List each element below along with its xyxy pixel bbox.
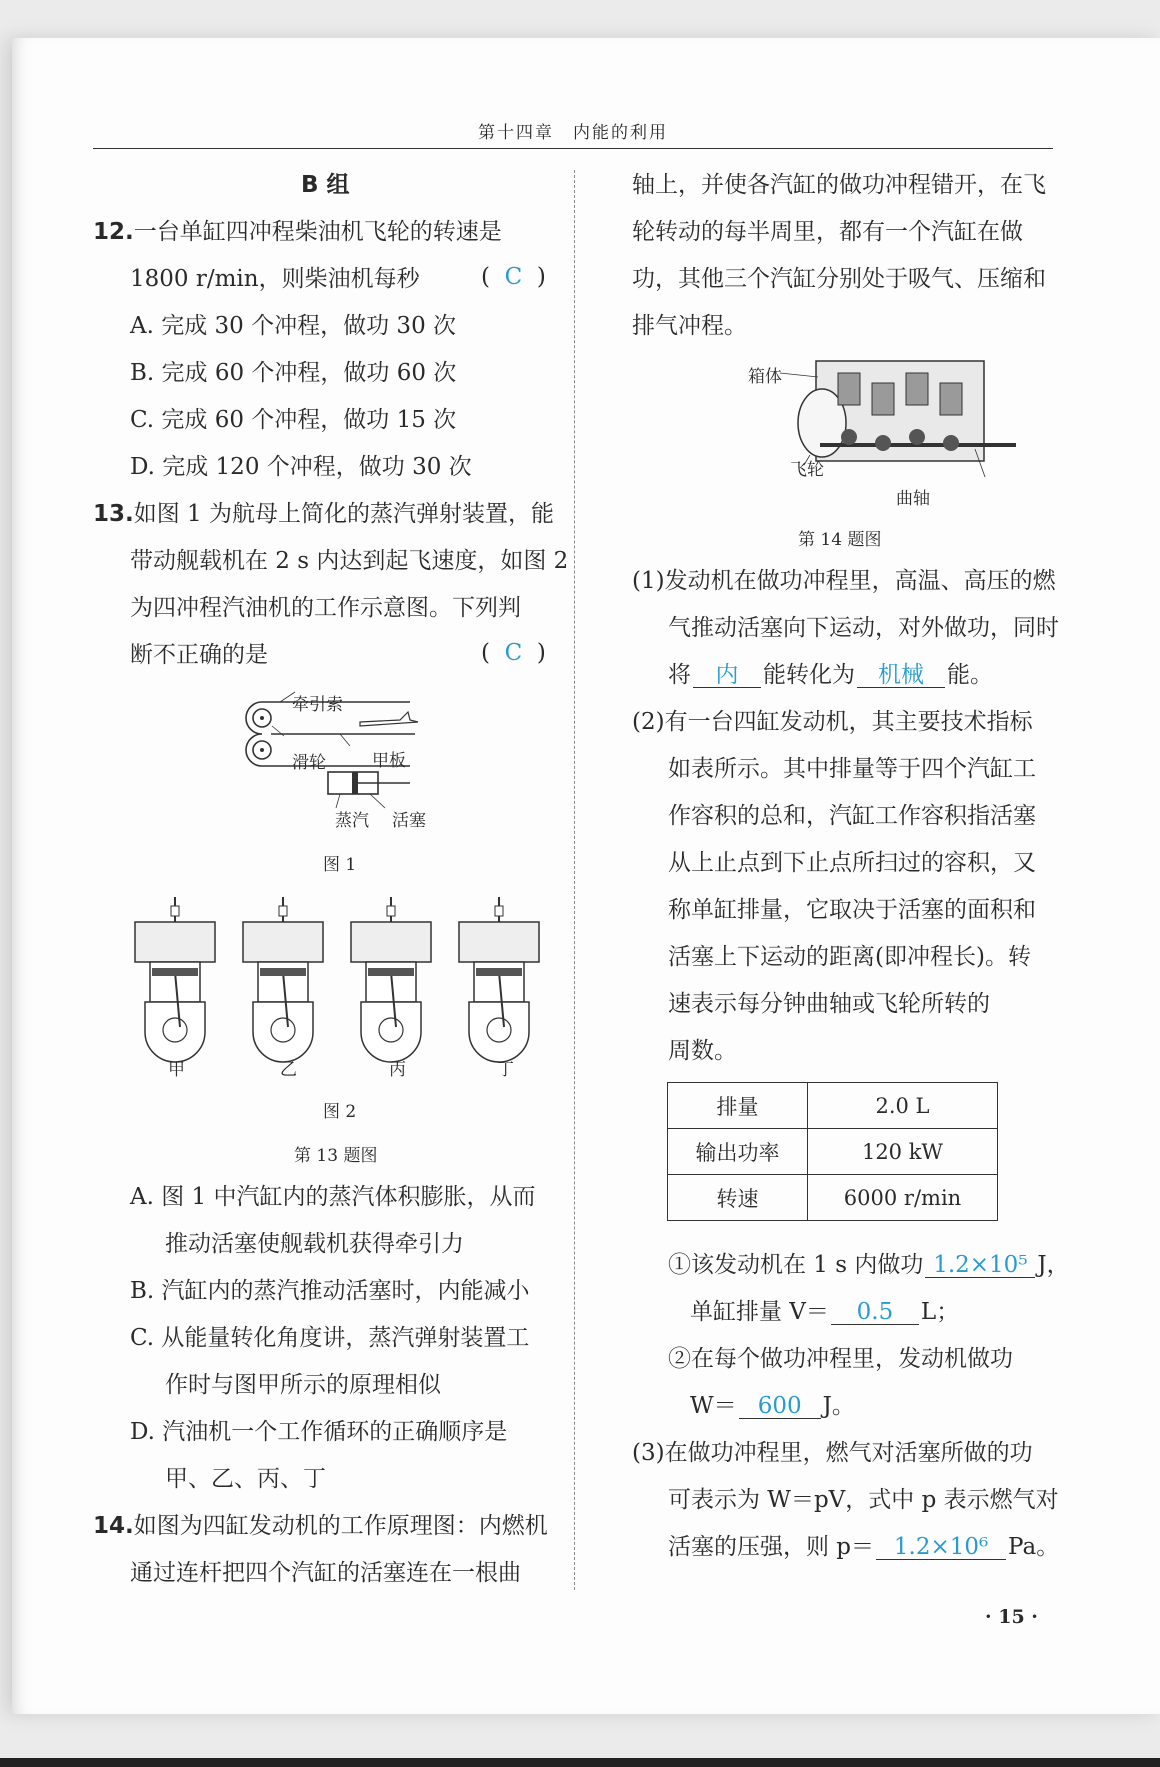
q14-s1b-post: L； <box>920 1299 960 1325</box>
q13-answer-bracket: ( C ) <box>481 640 546 666</box>
q13-option-c-cont: 作时与图甲所示的原理相似 <box>165 1372 441 1398</box>
q14-line1: 如图为四缸发动机的工作原理图：内燃机 <box>133 1513 548 1539</box>
engine-spec-table <box>667 1082 998 1221</box>
q13-option-d-cont: 甲、乙、丙、丁 <box>165 1466 326 1492</box>
table-row <box>668 1175 998 1221</box>
q14-figure-caption: 第 14 题图 <box>798 530 882 550</box>
q13-option-b: B. 汽缸内的蒸汽推动活塞时，内能减小 <box>130 1278 530 1304</box>
q14-intro-line4: 排气冲程。 <box>632 313 747 339</box>
q13-option-a-cont: 推动活塞使舰载机获得牵引力 <box>165 1231 464 1257</box>
header-rule <box>93 148 1053 149</box>
table-key: 输出功率 <box>668 1129 808 1175</box>
q14-p2-line7: 速表示每分钟曲轴或飞轮所转的 <box>668 991 990 1017</box>
label-piston: 活塞 <box>392 811 426 831</box>
bottom-edge <box>0 1758 1160 1767</box>
engine-diagram-1 <box>135 897 215 1062</box>
label-flywheel: 飞轮 <box>790 460 824 480</box>
q14-p3-line2: 可表示为 W＝pV，式中 p 表示燃气对 <box>668 1487 1059 1513</box>
q14-p1-line1: (1)发动机在做功冲程里，高温、高压的燃 <box>632 568 1056 594</box>
q12-option-d: D. 完成 120 个冲程，做功 30 次 <box>130 454 472 480</box>
q14-intro-line3: 功，其他三个汽缸分别处于吸气、压缩和 <box>632 266 1046 292</box>
q14-p2-line4: 从上止点到下止点所扫过的容积，又 <box>668 850 1036 876</box>
q14-p1-blank2: 机械 <box>857 663 945 688</box>
fig1-caption: 图 1 <box>323 855 357 875</box>
four-stroke-figure <box>130 892 550 1072</box>
q14-p1-mid: 能转化为 <box>763 662 855 688</box>
q12-line1: 一台单缸四冲程柴油机飞轮的转速是 <box>133 219 502 245</box>
fig2-label-yi: 乙 <box>280 1060 297 1080</box>
label-deck: 甲板 <box>372 751 406 771</box>
table-value: 6000 r/min <box>808 1175 998 1221</box>
q14-p2-line8: 周数。 <box>668 1038 737 1064</box>
q14-s2-post: J。 <box>822 1393 855 1419</box>
q13-line4: 断不正确的是 <box>130 642 268 668</box>
label-box: 箱体 <box>748 367 782 387</box>
q12-line2: 1800 r/min，则柴油机每秒 <box>130 266 420 292</box>
q13-stem <box>93 499 554 529</box>
q13-answer: C <box>504 640 523 666</box>
label-steam: 蒸汽 <box>335 811 369 831</box>
aircraft-icon <box>360 712 418 726</box>
fig2-label-ding: 丁 <box>497 1060 514 1080</box>
table-value: 120 kW <box>808 1129 998 1175</box>
q14-p3-line3 <box>668 1532 1059 1562</box>
table-row <box>668 1129 998 1175</box>
q13-line2: 带动舰载机在 2 s 内达到起飞速度，如图 2 <box>130 548 569 574</box>
q14-number: 14. <box>93 1513 134 1539</box>
q14-p2-line6: 活塞上下运动的距离(即冲程长)。转 <box>668 944 1031 970</box>
table-row <box>668 1083 998 1129</box>
label-crankshaft: 曲轴 <box>896 489 930 509</box>
q14-p1-line2: 气推动活塞向下运动，对外做功，同时 <box>668 615 1059 641</box>
q13-option-d: D. 汽油机一个工作循环的正确顺序是 <box>130 1419 508 1445</box>
q14-s1-blank: 1.2×10⁵ <box>925 1253 1035 1278</box>
table-key: 转速 <box>668 1175 808 1221</box>
q12-answer-bracket: ( C ) <box>481 264 546 290</box>
q14-s1-pre: ①该发动机在 1 s 内做功 <box>668 1252 924 1278</box>
q14-p1-line3 <box>668 660 993 690</box>
q14-intro-line2: 轮转动的每半周里，都有一个汽缸在做 <box>632 219 1023 245</box>
q13-line1: 如图 1 为航母上简化的蒸汽弹射装置，能 <box>133 501 555 527</box>
q14-s1-post: J， <box>1037 1252 1070 1278</box>
q14-s2-line1: ②在每个做功冲程里，发动机做功 <box>668 1346 1013 1372</box>
q14-p2-line1: (2)有一台四缸发动机，其主要技术指标 <box>632 709 1033 735</box>
table-value: 2.0 L <box>808 1083 998 1129</box>
q13-figure-caption: 第 13 题图 <box>294 1146 378 1166</box>
q14-p3-blank: 1.2×10⁶ <box>876 1535 1006 1560</box>
q14-p2-line5: 称单缸排量，它取决于活塞的面积和 <box>668 897 1036 923</box>
q12-stem <box>93 217 502 247</box>
chapter-header: 第十四章 内能的利用 <box>478 123 668 143</box>
q13-option-a: A. 图 1 中汽缸内的蒸汽体积膨胀，从而 <box>130 1184 536 1210</box>
q12-number: 12. <box>93 219 134 245</box>
q14-p2-line3: 作容积的总和，汽缸工作容积指活塞 <box>668 803 1036 829</box>
q14-p3-post: Pa。 <box>1008 1534 1060 1560</box>
q14-p1-blank1: 内 <box>693 663 761 688</box>
q14-s1-line <box>668 1250 1070 1280</box>
q14-s2-pre: W＝ <box>690 1393 737 1419</box>
fig2-caption: 图 2 <box>323 1102 357 1122</box>
group-title: B 组 <box>301 172 350 198</box>
q14-s1b-line <box>690 1297 959 1327</box>
q14-s1b-blank: 0.5 <box>831 1300 919 1325</box>
q13-number: 13. <box>93 501 134 527</box>
q14-s2-line2 <box>690 1391 855 1421</box>
label-rope: 牵引索 <box>292 695 343 715</box>
label-pulley: 滑轮 <box>292 753 326 773</box>
column-divider <box>574 170 575 1590</box>
q14-intro-line1: 轴上，并使各汽缸的做功冲程错开，在飞 <box>632 172 1046 198</box>
q12-answer: C <box>504 264 523 290</box>
q14-p3-line1: (3)在做功冲程里，燃气对活塞所做的功 <box>632 1440 1033 1466</box>
q13-line3: 为四冲程汽油机的工作示意图。下列判 <box>130 595 521 621</box>
q14-p1-pre: 将 <box>668 662 691 688</box>
fig2-label-bing: 丙 <box>389 1060 406 1080</box>
q14-s1b-pre: 单缸排量 V＝ <box>690 1299 829 1325</box>
q14-line2: 通过连杆把四个汽缸的活塞连在一根曲 <box>130 1560 521 1586</box>
fig2-label-jia: 甲 <box>168 1060 185 1080</box>
piston <box>352 772 358 794</box>
q14-p3-pre: 活塞的压强，则 p＝ <box>668 1534 875 1560</box>
q12-option-c: C. 完成 60 个冲程，做功 15 次 <box>130 407 457 433</box>
q12-option-a: A. 完成 30 个冲程，做功 30 次 <box>130 313 457 339</box>
page-number: · 15 · <box>985 1606 1038 1628</box>
q14-p1-post: 能。 <box>947 662 993 688</box>
q14-p2-line2: 如表所示。其中排量等于四个汽缸工 <box>668 756 1036 782</box>
table-key: 排量 <box>668 1083 808 1129</box>
q14-stem <box>93 1511 548 1541</box>
q12-option-b: B. 完成 60 个冲程，做功 60 次 <box>130 360 457 386</box>
q14-s2-blank: 600 <box>739 1394 821 1419</box>
q13-option-c: C. 从能量转化角度讲，蒸汽弹射装置工 <box>130 1325 530 1351</box>
